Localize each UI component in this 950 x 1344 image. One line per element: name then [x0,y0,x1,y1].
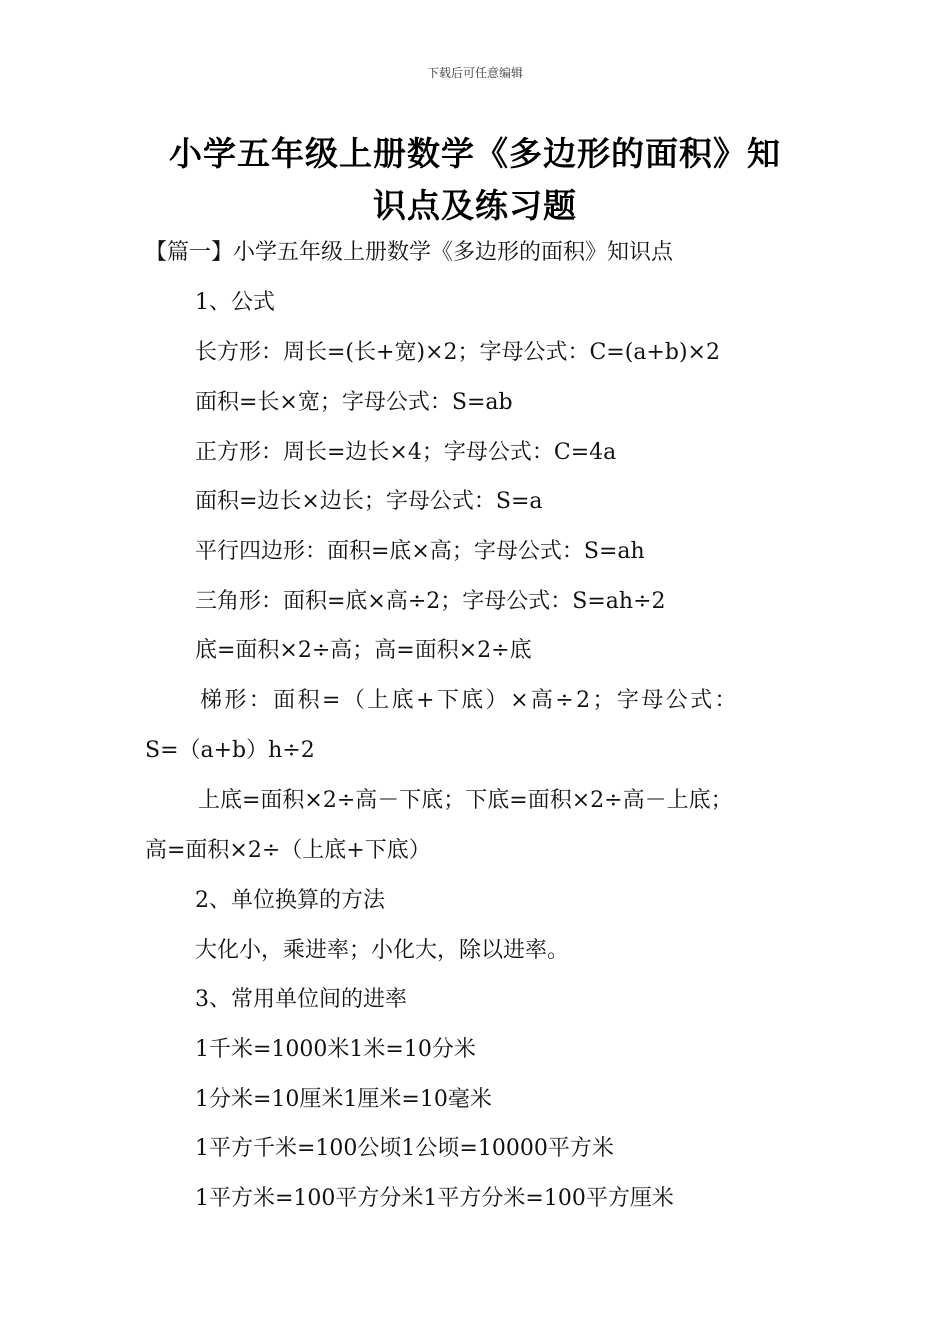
unit-rate-area-1: 1平方千米=100公顷1公顷=10000平方米 [195,1136,614,1161]
formula-triangle-area: 三角形：面积=底×高÷2；字母公式：S=ah÷2 [195,589,666,614]
unit-rate-length-1: 1千米=1000米1米=10分米 [195,1037,476,1062]
unit-rate-length-2: 1分米=10厘米1厘米=10毫米 [195,1087,492,1112]
formula-square-perimeter: 正方形：周长=边长×4；字母公式：C=4a [195,440,617,465]
formula-trapezoid-letter: S=（a+b）h÷2 [145,738,315,763]
formula-rectangle-area: 面积=长×宽；字母公式：S=ab [195,390,513,415]
unit-rate-area-2: 1平方米=100平方分米1平方分米=100平方厘米 [195,1186,674,1211]
title-line-2: 识点及练习题 [373,186,577,225]
formula-square-area: 面积=边长×边长；字母公式：S=a [195,489,543,514]
formula-parallelogram-area: 平行四边形：面积=底×高；字母公式：S=ah [195,539,645,564]
title-line-1: 小学五年级上册数学《多边形的面积》知 [169,134,781,173]
formula-trapezoid-height: 高=面积×2÷（上底+下底） [145,838,431,863]
section-heading: 【篇一】小学五年级上册数学《多边形的面积》知识点 [145,240,674,265]
heading-formulas: 1、公式 [195,290,275,315]
page-header: 下载后可任意编辑 [426,66,523,80]
formula-trapezoid-area: 梯形：面积=（上底+下底）×高÷2；字母公式： [200,688,739,713]
unit-conversion-rule: 大化小，乘进率；小化大，除以进率。 [195,938,570,963]
heading-unit-rates: 3、常用单位间的进率 [195,987,407,1012]
formula-rectangle-perimeter: 长方形：周长=(长+宽)×2；字母公式：C=(a+b)×2 [195,340,720,365]
heading-unit-conversion: 2、单位换算的方法 [195,888,385,913]
formula-triangle-base-height: 底=面积×2÷高；高=面积×2÷底 [195,638,532,663]
formula-trapezoid-bases: 上底=面积×2÷高－下底；下底=面积×2÷高－上底； [198,788,733,813]
